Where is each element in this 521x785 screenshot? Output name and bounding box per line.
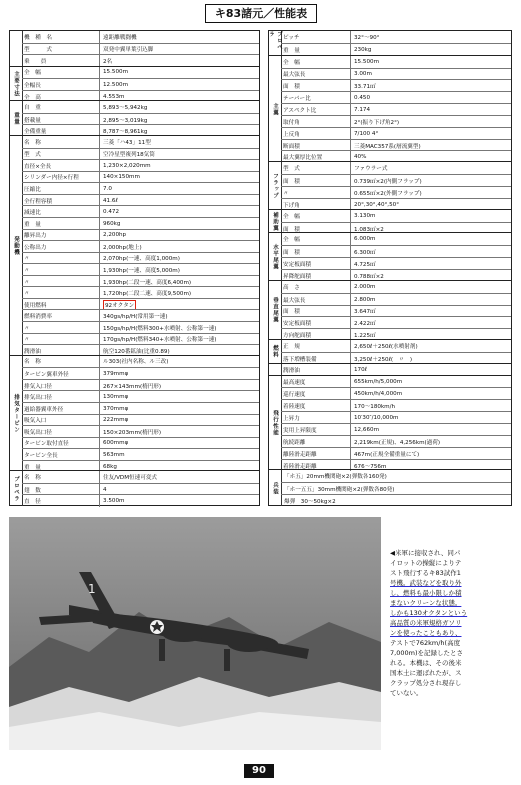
spec-value-text: 33.71㎡ <box>354 84 376 91</box>
spec-value-text: 2名 <box>103 58 113 65</box>
spec-section <box>10 470 259 506</box>
spec-value-text: 379mmφ <box>103 371 129 378</box>
spec-label: 燃料消費率 <box>22 310 100 322</box>
spec-value <box>351 210 511 222</box>
spec-label: 潤滑油 <box>22 345 100 357</box>
spec-row <box>281 281 511 293</box>
spec-value-text: 222mmφ <box>103 417 129 424</box>
spec-label: 型 式 <box>22 149 100 161</box>
caption-line: まないクリーンな状態。 <box>390 599 462 607</box>
spec-value-text: 230kg <box>354 46 372 53</box>
spec-section-label-text: 排気タービン <box>13 394 19 433</box>
spec-label: 面 積 <box>281 80 351 92</box>
spec-label: 落下増槽装備 <box>281 353 351 365</box>
spec-value <box>100 136 259 148</box>
spec-value <box>281 470 511 482</box>
tail-marking: 1 <box>88 582 96 596</box>
spec-row <box>22 494 259 507</box>
caption-line: 7,000m)を記録したとさ <box>390 649 463 657</box>
spec-value-text: ファウラー式 <box>354 166 388 173</box>
page-number: 90 <box>244 764 274 778</box>
spec-section <box>10 100 259 136</box>
spec-section-label-text: 水平尾翼 <box>272 244 278 271</box>
spec-value-text: 「ホ五」20mm機関砲×2(弾数各160発) <box>284 474 387 481</box>
spec-row <box>281 494 511 507</box>
spec-label: ピッチ <box>281 31 351 43</box>
spec-label: 下げ角 <box>281 199 351 211</box>
spec-label: 取付角 <box>281 116 351 128</box>
spec-value-text: 2,219km(正規)、4,256km(過荷) <box>354 439 441 446</box>
spec-value <box>351 31 511 43</box>
spec-value <box>351 281 511 293</box>
spec-value-text: 10′30″/10,000m <box>354 415 399 422</box>
spec-label: 〃 <box>22 322 100 334</box>
spec-value <box>100 471 259 483</box>
spec-value <box>100 356 259 368</box>
spec-value-text: 双発中翼単葉引込脚 <box>103 47 154 54</box>
spec-section <box>269 375 511 471</box>
spec-value <box>351 376 511 388</box>
spec-value-text: 20°,30°,40°,50° <box>354 201 399 208</box>
spec-value-text: 340gs/hp/H(常用第一速) <box>103 314 168 321</box>
spec-value-text: 7.0 <box>103 186 112 193</box>
caption-line: テストで762km/h(高度 <box>390 639 461 647</box>
spec-value-text: 4.553m <box>103 93 125 100</box>
spec-label: 上反角 <box>281 128 351 140</box>
spec-section-label-text: 主要寸法 <box>13 71 19 97</box>
spec-value-text: 267×143mm(楕円形) <box>103 383 162 390</box>
spec-label: 安定板面積 <box>281 258 351 270</box>
spec-label: 高 さ <box>281 281 351 293</box>
spec-value-text: ル303(社内名称、ル三改) <box>103 359 169 366</box>
spec-label: 公称出力 <box>22 241 100 253</box>
spec-label: 安定板面積 <box>281 317 351 329</box>
spec-label: 全行程容積 <box>22 195 100 207</box>
spec-value-text: 170ℓ <box>354 366 367 373</box>
spec-row <box>22 31 259 43</box>
spec-value-text: 40% <box>354 154 367 161</box>
spec-label: 排気出口径 <box>22 391 100 403</box>
spec-value-text: 爆弾 30〜50kg×2 <box>284 499 336 506</box>
spec-label: 重 量 <box>281 44 351 56</box>
spec-label: テーパー比 <box>281 92 351 104</box>
spec-section-label-text: 燃料 <box>272 345 278 359</box>
spec-row <box>281 210 511 222</box>
spec-section <box>269 280 511 340</box>
spec-label: 圧縮比 <box>22 183 100 195</box>
spec-value-text: 2,895〜3,019kg <box>103 117 148 124</box>
spec-section <box>269 31 511 55</box>
spec-value-text: 6.300㎡ <box>354 250 376 257</box>
spec-value-text: 2,650ℓ＋250ℓ(水噴射剤) <box>354 344 418 351</box>
spec-label: 吸気出口径 <box>22 426 100 438</box>
spec-label: 離昇出力 <box>22 230 100 242</box>
caption-line: れる。本機は、その後米 <box>390 659 462 667</box>
spec-label: 翅 数 <box>22 484 100 496</box>
spec-label: 着陸滑走距離 <box>281 460 351 472</box>
spec-label: 〃 <box>22 253 100 265</box>
spec-label: 最高速度 <box>281 376 351 388</box>
spec-section-label-text: 発動機 <box>13 236 19 256</box>
spec-value-text: 170gs/hp/H(燃料340+水噴射、公称第一速) <box>103 337 217 344</box>
spec-row <box>22 471 259 483</box>
spec-label: 昇降舵面積 <box>281 270 351 282</box>
spec-value-text: 170〜180km/h <box>354 404 396 411</box>
spec-value-text: 676〜756m <box>354 463 387 470</box>
spec-value-text: 150×203mm(楕円形) <box>103 429 162 436</box>
spec-section-label-text: 垂直尾翼 <box>272 297 278 324</box>
spec-value-text: 960kg <box>103 220 121 227</box>
spec-label: 排気入口径 <box>22 380 100 392</box>
spec-label: 搭載量 <box>22 114 100 126</box>
spec-value-text: 6.000m <box>354 236 376 243</box>
caption-line: 号機。武装などを取り外 <box>390 579 462 587</box>
spec-section <box>269 55 511 163</box>
spec-label: 自 重 <box>22 101 100 113</box>
spec-label: タービン全長 <box>22 449 100 461</box>
spec-value-text: 655km/h/5,000m <box>354 378 403 385</box>
spec-value <box>281 495 511 507</box>
spec-value <box>351 162 511 174</box>
spec-section-label-text: 兵装 <box>272 481 278 495</box>
spec-row <box>281 162 511 174</box>
spec-label: 使用燃料 <box>22 299 100 311</box>
spec-label: タービン翼車外径 <box>22 368 100 380</box>
spec-label: 上昇力 <box>281 412 351 424</box>
spec-label: 型 式 <box>22 44 100 56</box>
spec-section <box>269 469 511 506</box>
spec-label: 乗 員 <box>22 55 100 67</box>
spec-value-text: 1,930hp(一速、高度5,000m) <box>103 267 180 274</box>
spec-value-text: 600mmφ <box>103 440 129 447</box>
spec-label: 方向舵面積 <box>281 329 351 341</box>
spec-label: 直径×全長 <box>22 160 100 172</box>
spec-value-text: 12,660m <box>354 426 380 433</box>
spec-label: 〃 <box>22 287 100 299</box>
spec-table-right-column <box>268 30 512 506</box>
spec-value-text: 2.422㎡ <box>354 321 376 328</box>
spec-value-text: 150gs/hp/H(燃料300+水噴射、公称第一速) <box>103 325 217 332</box>
spec-label: 全 幅 <box>22 67 100 79</box>
spec-value-text: 2.800m <box>354 296 376 303</box>
spec-table-left-column <box>9 30 260 506</box>
spec-value-text: 370mmφ <box>103 405 129 412</box>
spec-label: 正 規 <box>281 340 351 352</box>
spec-row <box>281 56 511 68</box>
spec-section-label-text: 重量 <box>13 112 19 126</box>
spec-label: 最大弦長 <box>281 294 351 306</box>
spec-value-text: 遠距離戦闘機 <box>103 34 137 41</box>
spec-value-text: 3.500m <box>103 498 125 505</box>
spec-label: 機 種 名 <box>22 31 100 43</box>
spec-value-text: 三菱MAC357系(層流翼型) <box>354 143 421 150</box>
spec-label: 全 幅 <box>281 210 351 222</box>
spec-section-label-text: 補助翼 <box>272 211 278 232</box>
spec-value-text: 空冷星型複列18気筒 <box>103 152 155 159</box>
spec-label: 〃 <box>22 334 100 346</box>
spec-value-text: 5,893〜5,942kg <box>103 105 148 112</box>
spec-value-text: 1.083㎡×2 <box>354 226 384 233</box>
spec-label: 潤滑油 <box>281 364 351 376</box>
spec-value-text: 1.225㎡ <box>354 333 376 340</box>
highlighted-fuel-value: 92オクタン <box>103 300 136 310</box>
spec-value-text: 3,250ℓ＋250ℓ( 〃 ) <box>354 356 413 363</box>
spec-value-text: 2°(振り下げ角2°) <box>354 119 400 126</box>
spec-section-label-text: プロペラ <box>13 475 19 502</box>
spec-value-text: 12.500m <box>103 81 129 88</box>
spec-section-label-text: 飛行性能 <box>272 410 278 437</box>
spec-label: 減速比 <box>22 206 100 218</box>
spec-label: 名 称 <box>22 356 100 368</box>
spec-row <box>22 356 259 368</box>
spec-section <box>10 31 259 66</box>
spec-value-text: 130mmφ <box>103 394 129 401</box>
spec-value <box>100 31 259 43</box>
caption-line: クラップ処分され現存し <box>390 679 462 687</box>
spec-value-text: 2,200hp <box>103 232 127 239</box>
spec-label: 全 幅 <box>281 56 351 68</box>
spec-value <box>351 340 511 352</box>
spec-value-text: 2,070hp(一速、高度1,000m) <box>103 256 180 263</box>
spec-row <box>281 31 511 43</box>
spec-label: 全 幅 <box>281 233 351 245</box>
spec-row <box>281 233 511 245</box>
spec-label: 実用上昇限度 <box>281 424 351 436</box>
spec-label: アスペクト比 <box>281 104 351 116</box>
spec-value-text: 1,230×2,020mm <box>103 162 151 169</box>
spec-label: 〃 <box>22 264 100 276</box>
spec-value-text: 563mm <box>103 451 125 458</box>
spec-value <box>100 495 259 507</box>
spec-label: タービン取付直径 <box>22 438 100 450</box>
spec-value-text: 450km/h/4,000m <box>354 391 403 398</box>
spec-label: 型 式 <box>281 162 351 174</box>
spec-label: 吸気入口 <box>22 415 100 427</box>
spec-label: シリンダー内径×行程 <box>22 172 100 184</box>
spec-label: 最大翼厚比位置 <box>281 151 351 163</box>
spec-row <box>281 340 511 352</box>
spec-value-text: 4 <box>103 486 107 493</box>
spec-section <box>269 161 511 209</box>
spec-value-text: 32°〜90° <box>354 34 380 41</box>
spec-section <box>10 135 259 356</box>
spec-label: 名 称 <box>22 136 100 148</box>
spec-value-text: 住友/VDM恒速可変式 <box>103 475 158 482</box>
spec-label: 〃 <box>22 276 100 288</box>
spec-value-text: 4.725㎡ <box>354 262 376 269</box>
spec-label: 名 称 <box>22 471 100 483</box>
spec-section-label-text: フラップ <box>272 173 278 200</box>
caption-line: 高品質の米軍規格ガソリ <box>390 619 462 627</box>
spec-value <box>351 56 511 68</box>
caption-line: し、燃料も最小限しか積 <box>390 589 462 597</box>
spec-value-text: 0.450 <box>354 95 371 102</box>
spec-value-text: 0.788㎡×2 <box>354 273 384 280</box>
spec-label: 断面積 <box>281 140 351 152</box>
spec-label: 全備重量 <box>22 125 100 137</box>
spec-value-text: 68kg <box>103 463 117 470</box>
page-title: キ83諸元／性能表 <box>205 4 317 23</box>
spec-label: 重 量 <box>22 461 100 473</box>
caption-line: スト飛行するキ83試作1 <box>390 569 461 577</box>
spec-row <box>22 136 259 148</box>
spec-label: 面 積 <box>281 246 351 258</box>
spec-label: 巡行速度 <box>281 388 351 400</box>
spec-row <box>22 101 259 113</box>
aircraft-photo-image <box>9 517 381 750</box>
spec-value-text: 1,930hp(二段一速、高度6,400m) <box>103 279 192 286</box>
spec-value-text: 15.500m <box>354 58 380 65</box>
spec-row <box>281 470 511 482</box>
spec-value-text: 1,720hp(二段二速、高度9,500m) <box>103 291 192 298</box>
caption-line: ンを使ったこともあり、 <box>390 629 462 637</box>
spec-row <box>22 67 259 79</box>
spec-value-text: 三菱「ハ43」11型 <box>103 139 151 146</box>
spec-value-text: 0.655㎡×2(外側フラップ) <box>354 190 422 197</box>
spec-label: 最大弦長 <box>281 69 351 81</box>
spec-label: 面 積 <box>281 306 351 318</box>
spec-label: 直 径 <box>22 495 100 507</box>
spec-value-text: 467m(正規全備重量にて) <box>354 451 420 458</box>
spec-value-text: 15.500m <box>103 69 129 76</box>
caption-line: しかも130オクタンという <box>390 609 468 617</box>
spec-section <box>10 66 259 102</box>
spec-label: 過給器翼車外径 <box>22 403 100 415</box>
aircraft-photo <box>9 517 381 750</box>
spec-value-text: 3.00m <box>354 71 372 78</box>
spec-value-text: 7/100 4° <box>354 130 379 137</box>
spec-value <box>351 233 511 245</box>
caption-line: ◀米軍に接収され、同パ <box>390 549 461 557</box>
spec-section <box>269 339 511 364</box>
spec-value <box>100 67 259 79</box>
spec-value-text: 航空120番鉱油(比重0.89) <box>103 348 170 355</box>
spec-value-text: 3.647㎡ <box>354 309 376 316</box>
spec-label: 〃 <box>281 187 351 199</box>
spec-row <box>281 376 511 388</box>
spec-table <box>9 30 512 506</box>
spec-section <box>269 232 511 280</box>
caption-line: イロットの操縦によりテ <box>390 559 462 567</box>
spec-value-text: 3.130m <box>354 212 376 219</box>
caption-line: 国本土に運ばれたが、ス <box>390 669 462 677</box>
spec-value-text: 140×150mm <box>103 174 140 181</box>
spec-value-text: 7.174 <box>354 107 371 113</box>
spec-value-text: 「ホ一五五」30mm機関砲×2(弾数各80発) <box>284 487 395 494</box>
spec-value-text: 0.739㎡×2(内側フラップ) <box>354 179 422 186</box>
spec-label: 面 積 <box>281 223 351 235</box>
spec-value-text: 2,000hp(地上) <box>103 244 142 251</box>
spec-value-text: 8,787〜8,961kg <box>103 129 148 136</box>
spec-label: 面 積 <box>281 175 351 187</box>
spec-label: 全幅長 <box>22 79 100 91</box>
spec-section <box>10 355 259 472</box>
spec-value-text: 0.472 <box>103 209 120 216</box>
spec-section <box>269 209 511 234</box>
spec-section-label-text: プロペラ <box>268 31 282 51</box>
photo-caption <box>390 548 510 698</box>
spec-label: 全 高 <box>22 91 100 103</box>
spec-value <box>100 101 259 113</box>
spec-section-label-text: 主翼 <box>272 102 278 116</box>
spec-label: 着陸速度 <box>281 400 351 412</box>
spec-label: 航続距離 <box>281 436 351 448</box>
spec-value-text: 2.000m <box>354 283 376 290</box>
spec-label: 重 量 <box>22 218 100 230</box>
spec-label: 離陸滑走距離 <box>281 448 351 460</box>
caption-line: ていない。 <box>390 689 423 697</box>
spec-value-text: 41.6ℓ <box>103 197 118 204</box>
